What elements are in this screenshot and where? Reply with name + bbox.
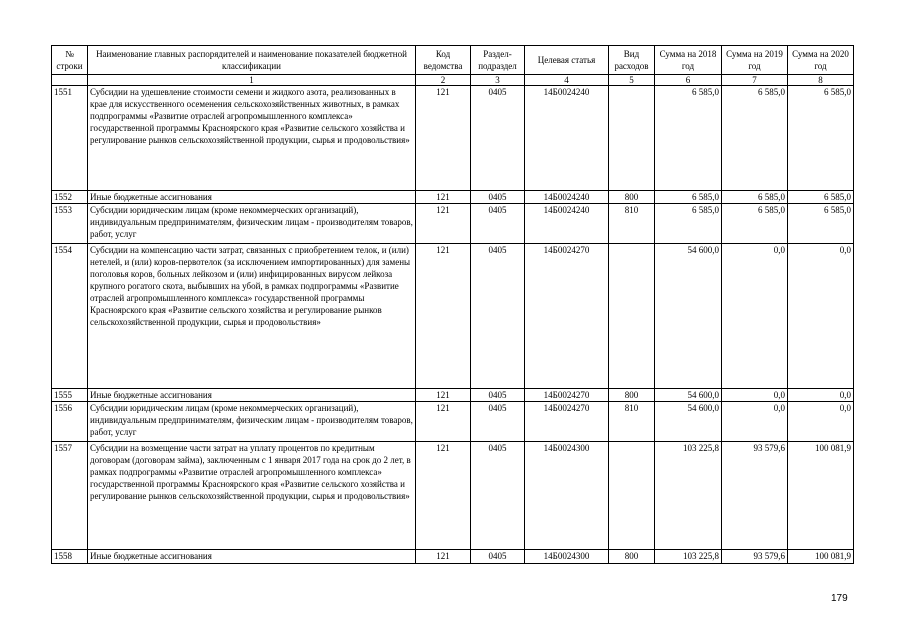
- column-number: 1: [88, 75, 416, 86]
- header-ved: Код ведомства: [416, 46, 471, 75]
- row-vr: [609, 442, 655, 550]
- row-name: Иные бюджетные ассигнования: [88, 191, 416, 204]
- column-number: 8: [788, 75, 854, 86]
- column-number: 5: [609, 75, 655, 86]
- table-row: [52, 86, 854, 191]
- column-number: 2: [416, 75, 471, 86]
- row-sum-2019: 0,0: [722, 244, 788, 389]
- row-cst: 14Б0024240: [525, 86, 609, 191]
- table-row: [52, 550, 854, 564]
- row-sum-2018: 54 600,0: [655, 389, 722, 402]
- row-sum-2020: 0,0: [788, 402, 854, 442]
- row-sum-2018: 6 585,0: [655, 204, 722, 244]
- row-vr: 810: [609, 402, 655, 442]
- row-cst: 14Б0024270: [525, 389, 609, 402]
- table-row: [52, 402, 854, 442]
- row-vr: 810: [609, 204, 655, 244]
- row-number: 1554: [52, 244, 88, 389]
- row-ved: 121: [416, 550, 471, 564]
- row-vr: [609, 244, 655, 389]
- row-name: Субсидии на удешевление стоимости семени и жидкого азота, реализованных в крае для искусственного осеменения сельскохозяйственных животных, в рамках подпрограммы «Развитие отраслей агропромышленного комплекса» государственной программы Красноярского края «Развитие сельского хозяйства и регулирование рынков сельскохозяйственной продукции, сырья и продовольствия»: [88, 86, 416, 191]
- row-sum-2020: 0,0: [788, 389, 854, 402]
- row-vr: 800: [609, 191, 655, 204]
- row-razdel: 0405: [471, 191, 525, 204]
- row-razdel: 0405: [471, 550, 525, 564]
- column-number: 7: [722, 75, 788, 86]
- row-razdel: 0405: [471, 204, 525, 244]
- row-sum-2019: 0,0: [722, 402, 788, 442]
- row-razdel: 0405: [471, 389, 525, 402]
- row-sum-2020: 100 081,9: [788, 550, 854, 564]
- row-sum-2019: 6 585,0: [722, 204, 788, 244]
- column-number-blank: [52, 75, 88, 86]
- header-s2018: Сумма на 2018 год: [655, 46, 722, 75]
- row-sum-2020: 6 585,0: [788, 191, 854, 204]
- row-cst: 14Б0024300: [525, 442, 609, 550]
- row-ved: 121: [416, 442, 471, 550]
- table-body: [52, 86, 854, 564]
- table-row: [52, 191, 854, 204]
- row-razdel: 0405: [471, 442, 525, 550]
- row-razdel: 0405: [471, 244, 525, 389]
- row-sum-2019: 6 585,0: [722, 86, 788, 191]
- table-row: [52, 442, 854, 550]
- column-numbers-row: [52, 75, 854, 86]
- header-vr: Вид расходов: [609, 46, 655, 75]
- header-num: № строки: [52, 46, 88, 75]
- row-sum-2020: 6 585,0: [788, 86, 854, 191]
- row-number: 1552: [52, 191, 88, 204]
- header-name: Наименование главных распорядителей и наименование показателей бюджетной классификации: [88, 46, 416, 75]
- table-row: [52, 389, 854, 402]
- header-cst: Целевая статья: [525, 46, 609, 75]
- page-number: 179: [831, 593, 848, 604]
- table-row: [52, 204, 854, 244]
- row-cst: 14Б0024270: [525, 244, 609, 389]
- row-cst: 14Б0024240: [525, 204, 609, 244]
- row-sum-2018: 54 600,0: [655, 402, 722, 442]
- row-number: 1555: [52, 389, 88, 402]
- row-number: 1557: [52, 442, 88, 550]
- row-number: 1558: [52, 550, 88, 564]
- row-ved: 121: [416, 204, 471, 244]
- row-sum-2018: 54 600,0: [655, 244, 722, 389]
- row-ved: 121: [416, 389, 471, 402]
- header-s2019: Сумма на 2019 год: [722, 46, 788, 75]
- row-sum-2020: 0,0: [788, 244, 854, 389]
- row-sum-2018: 103 225,8: [655, 550, 722, 564]
- column-number: 3: [471, 75, 525, 86]
- row-ved: 121: [416, 86, 471, 191]
- row-sum-2019: 93 579,6: [722, 550, 788, 564]
- row-cst: 14Б0024270: [525, 402, 609, 442]
- row-sum-2018: 6 585,0: [655, 191, 722, 204]
- row-sum-2019: 6 585,0: [722, 191, 788, 204]
- row-sum-2018: 6 585,0: [655, 86, 722, 191]
- row-number: 1553: [52, 204, 88, 244]
- header-row: [52, 46, 854, 75]
- row-razdel: 0405: [471, 86, 525, 191]
- row-vr: [609, 86, 655, 191]
- header-razdel: Раздел-подраздел: [471, 46, 525, 75]
- row-name: Субсидии юридическим лицам (кроме некоммерческих организаций), индивидуальным предпринимателям, физическим лицам - производителям товаров, работ, услуг: [88, 402, 416, 442]
- row-number: 1551: [52, 86, 88, 191]
- budget-table: [51, 45, 854, 564]
- row-name: Субсидии на возмещение части затрат на уплату процентов по кредитным договорам (договорам займа), заключенным с 1 января 2017 года на срок до 2 лет, в рамках подпрограммы «Развитие отраслей агропромышленного комплекса» государственной программы Красноярского края «Развитие сельского хозяйства и регулирование рынков сельскохозяйственной продукции, сырья и продовольствия»: [88, 442, 416, 550]
- row-number: 1556: [52, 402, 88, 442]
- row-sum-2019: 93 579,6: [722, 442, 788, 550]
- row-razdel: 0405: [471, 402, 525, 442]
- row-vr: 800: [609, 389, 655, 402]
- row-ved: 121: [416, 191, 471, 204]
- row-name: Иные бюджетные ассигнования: [88, 389, 416, 402]
- table-row: [52, 244, 854, 389]
- row-ved: 121: [416, 244, 471, 389]
- row-ved: 121: [416, 402, 471, 442]
- row-vr: 800: [609, 550, 655, 564]
- column-number: 4: [525, 75, 609, 86]
- row-name: Иные бюджетные ассигнования: [88, 550, 416, 564]
- column-number: 6: [655, 75, 722, 86]
- row-sum-2019: 0,0: [722, 389, 788, 402]
- row-sum-2020: 6 585,0: [788, 204, 854, 244]
- row-name: Субсидии на компенсацию части затрат, связанных с приобретением телок, и (или) нетелей, и (или) коров-первотелок (за исключением импортированных) для замены поголовья коров, больных лейкозом и (или) инфицированных вирусом лейкоза крупного рогатого скота, выбывших на убой, в рамках подпрограммы «Развитие отраслей агропромышленного комплекса» государственной программы Красноярского края «Развитие сельского хозяйства и регулирование рынков сельскохозяйственной продукции, сырья и продовольствия»: [88, 244, 416, 389]
- header-s2020: Сумма на 2020 год: [788, 46, 854, 75]
- row-cst: 14Б0024240: [525, 191, 609, 204]
- row-sum-2018: 103 225,8: [655, 442, 722, 550]
- row-name: Субсидии юридическим лицам (кроме некоммерческих организаций), индивидуальным предпринимателям, физическим лицам - производителям товаров, работ, услуг: [88, 204, 416, 244]
- row-cst: 14Б0024300: [525, 550, 609, 564]
- row-sum-2020: 100 081,9: [788, 442, 854, 550]
